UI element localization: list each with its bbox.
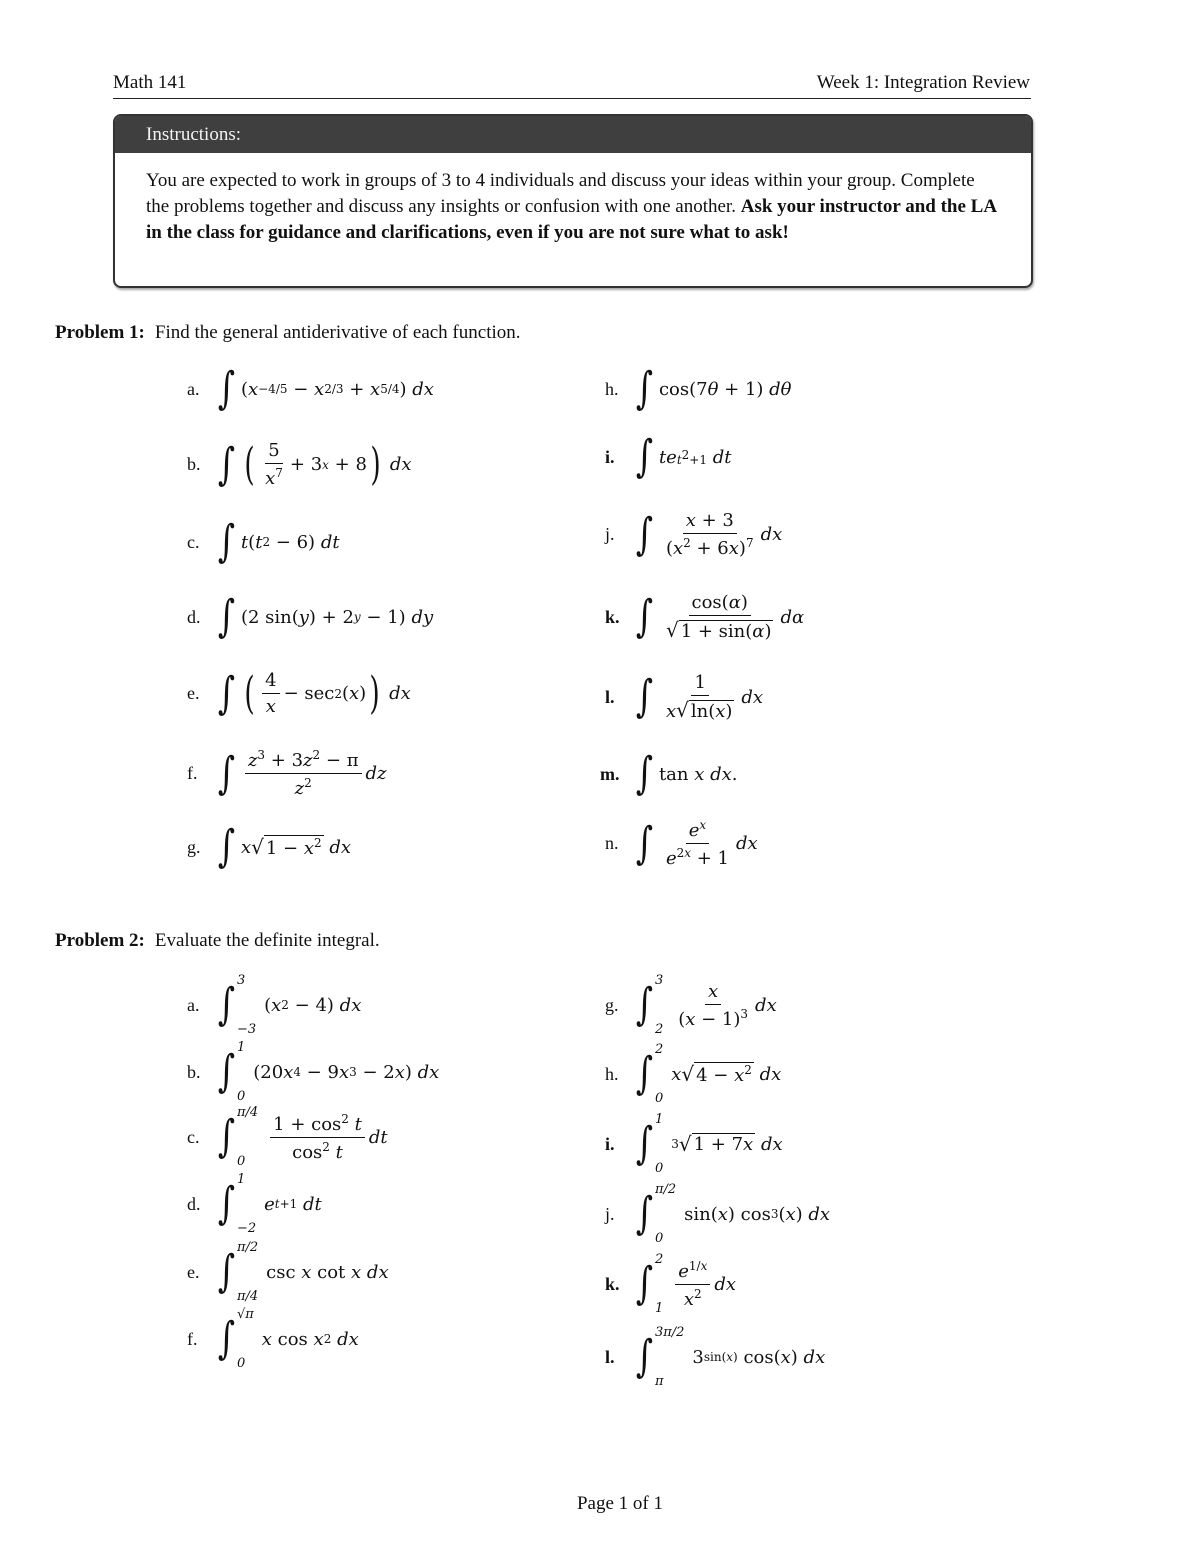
p2-item-e xyxy=(187,1240,389,1304)
p1-item-j xyxy=(605,510,782,559)
p2-item-a xyxy=(187,973,361,1037)
item-label: e. xyxy=(187,683,200,703)
item-label: k. xyxy=(605,606,620,627)
problem-1-label: Problem 1: xyxy=(55,322,145,343)
p2-item-i xyxy=(605,1112,783,1176)
item-label: c. xyxy=(187,531,200,552)
formula: ∫ π/4 0 $\frac{1 + \cos^2 t}{\cos^2 t}$ dt xyxy=(217,1105,388,1169)
problem-2-label: Problem 2: xyxy=(55,930,145,951)
formula: ∫ tan x dx . xyxy=(635,748,738,799)
p2-item-b xyxy=(187,1040,439,1104)
formula: ∫ $\frac{1}{x√ \ln(x)}$ dx xyxy=(635,671,764,722)
instructions-bold-text: Ask your instructor and the LA in the class for guidance and clarifications, even if you are not sure what to ask! xyxy=(146,196,997,243)
formula: ∫ $\frac{e^x}{e^{2x} + 1}$ dx xyxy=(635,817,758,869)
item-label: n. xyxy=(605,833,619,853)
item-label: e. xyxy=(187,1261,200,1282)
course-name: Math 141 xyxy=(113,72,187,93)
p1-item-l xyxy=(605,672,763,722)
formula: ∫ 1 −2 e t+1 dt xyxy=(217,1172,322,1236)
formula: ∫ π/2 0 sin( x ) cos 3 ( x ) dx xyxy=(635,1182,831,1246)
p1-item-n xyxy=(605,818,758,869)
p2-item-k xyxy=(605,1252,736,1316)
problem-1-title xyxy=(55,322,521,344)
item-label: d. xyxy=(187,606,201,627)
formula: ∫ 2 1 $\frac{e^{1/x}}{x^2}$ dx xyxy=(635,1252,737,1316)
instructions-body xyxy=(115,153,1031,246)
p1-item-d xyxy=(187,591,434,642)
item-label: m. xyxy=(600,763,620,784)
item-label: l. xyxy=(605,686,615,707)
problem-1-prompt: Find the general antiderivative of each function. xyxy=(154,322,521,343)
formula: ∫ π/2 π/4 csc x cot x dx xyxy=(217,1240,389,1304)
worksheet-title: Week 1: Integration Review xyxy=(816,72,1030,93)
p1-item-e xyxy=(187,667,411,719)
formula: ∫ ( x −4/5 − x 2/3 + x 5/4 ) dx xyxy=(217,363,434,414)
item-label: f. xyxy=(187,763,198,783)
instructions-text: You are expected to work in groups of 3 to 4 individuals and discuss your ideas within your group. Complete the problems together and discuss any insights or confusion with one another. xyxy=(146,170,975,217)
page-number: Page 1 of 1 xyxy=(576,1493,663,1514)
formula: ∫ cos(7 θ + 1) dθ xyxy=(635,363,792,414)
item-label: j. xyxy=(605,524,615,544)
formula: ∫ ( $\frac{4}{x}$ − sec 2 ( x ) ) dx xyxy=(217,667,411,719)
item-label: j. xyxy=(605,1203,615,1224)
item-label: c. xyxy=(187,1126,200,1147)
formula: ∫ 3 2 $\frac{x}{(x - 1)^3}$ dx xyxy=(635,973,777,1037)
problem-2-prompt: Evaluate the definite integral. xyxy=(154,930,380,951)
p2-item-l xyxy=(605,1325,825,1389)
formula: ∫ ( $\frac{5}{x^7}$ + 3 x + 8 ) dx xyxy=(217,438,412,490)
formula: ∫ $\frac{\cos(\alpha)}{√ 1 + \sin(\alpha)}$ dα xyxy=(635,591,805,642)
item-label: i. xyxy=(605,1133,615,1154)
p1-item-b xyxy=(187,440,412,489)
formula: ∫ x √ $1 - x^2$ dx xyxy=(217,821,352,872)
formula: ∫ $\frac{z^3 + 3z^2 - \pi}{z^2}$ dz xyxy=(217,747,387,799)
p1-item-h xyxy=(605,363,792,414)
formula: ∫ te $t^2+1$ dt xyxy=(635,431,732,482)
formula: ∫ t ( t 2 − 6) dt xyxy=(217,516,340,567)
item-label: k. xyxy=(605,1273,620,1294)
item-label: b. xyxy=(187,1061,201,1082)
item-label: d. xyxy=(187,1193,201,1214)
p1-item-a xyxy=(187,363,434,414)
p2-item-f xyxy=(187,1307,359,1371)
item-label: g. xyxy=(605,994,619,1015)
item-label: a. xyxy=(187,378,200,399)
instructions-box xyxy=(113,114,1033,288)
formula: ∫ $\frac{x + 3}{(x^2 + 6x)^7}$ dx xyxy=(635,508,783,560)
formula: ∫ 1 0 3 √ 1 + 7x dx xyxy=(635,1112,783,1176)
p1-item-f xyxy=(187,748,387,799)
formula: ∫ (2 sin( y ) + 2 y − 1) dy xyxy=(217,591,434,642)
p2-item-d xyxy=(187,1172,322,1236)
p2-item-j xyxy=(605,1182,830,1246)
problem-2-title xyxy=(55,930,380,952)
instructions-title: Instructions: xyxy=(115,116,1031,153)
formula: ∫ 2 0 x √ $4 - x^2$ dx xyxy=(635,1042,782,1106)
formula: ∫ 3 −3 ( x 2 − 4) dx xyxy=(217,973,362,1037)
item-label: b. xyxy=(187,454,201,474)
p1-item-c xyxy=(187,516,340,567)
p2-item-g xyxy=(605,973,777,1037)
item-label: a. xyxy=(187,994,200,1015)
formula: ∫ 3π/2 π 3 sin(x) cos( x ) dx xyxy=(635,1325,826,1389)
p1-item-k xyxy=(605,592,804,642)
item-label: i. xyxy=(605,446,615,467)
item-label: h. xyxy=(605,378,619,399)
item-label: l. xyxy=(605,1346,615,1367)
item-label: g. xyxy=(187,836,201,857)
item-label: f. xyxy=(187,1328,198,1349)
p2-item-h xyxy=(605,1042,781,1106)
header-rule xyxy=(113,98,1031,99)
item-label: h. xyxy=(605,1063,619,1084)
formula: ∫ 1 0 (20 x 4 − 9 x 3 − 2 x ) dx xyxy=(217,1040,440,1104)
formula: ∫ √π 0 x cos x 2 dx xyxy=(217,1307,359,1371)
p2-item-c xyxy=(187,1105,388,1169)
p1-item-i xyxy=(605,431,732,482)
p1-item-g xyxy=(187,821,352,872)
p1-item-m xyxy=(600,748,738,799)
